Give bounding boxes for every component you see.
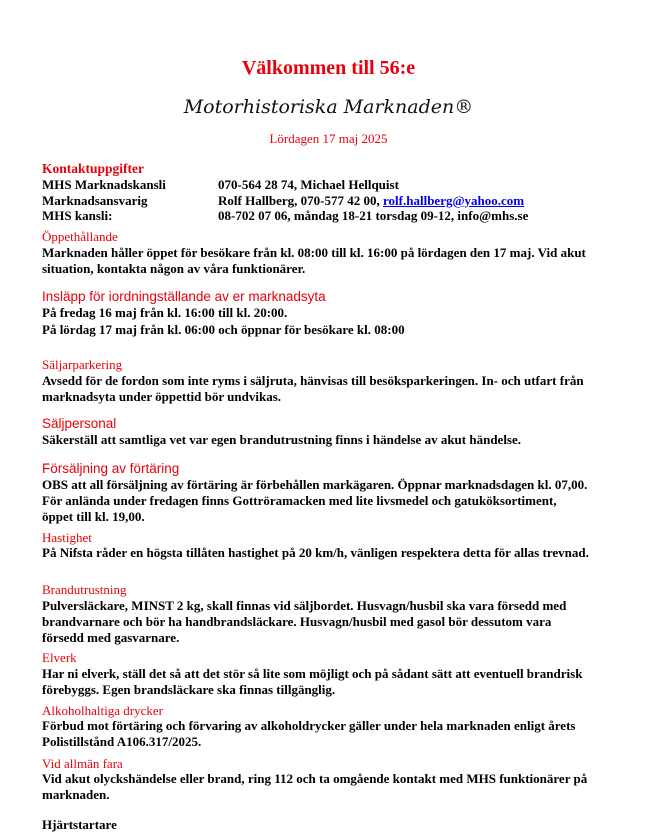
text-line: situation, kontakta någon av våra funktionärer.	[42, 261, 306, 276]
event-date: Lördagen 17 maj 2025	[269, 131, 388, 146]
text-line: Avsedd för de fordon som inte ryms i säljruta, hänvisas till besöksparkeringen. In- och utfart från	[42, 373, 584, 388]
text-line: marknaden.	[42, 787, 110, 802]
section-heading-seller-parking: Säljarparkering	[42, 357, 123, 372]
text-line: På Nifsta råder en högsta tillåten hastighet på 20 km/h, vänligen respektera detta för allas trevnad.	[42, 545, 589, 560]
contacts-heading: Kontaktuppgifter	[42, 161, 145, 176]
section-text-food-sales	[42, 477, 614, 525]
email-link[interactable]: rolf.hallberg@yahoo.com	[383, 193, 525, 208]
section-heading-danger: Vid allmän fara	[42, 756, 123, 771]
section-heading-defibrillator: Hjärtstartare	[42, 817, 117, 832]
text-line: Säkerställ att samtliga vet var egen brandutrustning finns i händelse av akut händelse.	[42, 432, 522, 447]
contact-label-mhs-office: MHS kansli:	[42, 208, 113, 223]
section-text-electricity	[42, 666, 614, 698]
text-line: marknadsyta under öppettid bör undvikas.	[42, 389, 282, 404]
section-heading-seller-staff: Säljpersonal	[42, 416, 117, 431]
section-text-danger	[42, 771, 614, 803]
section-text-speed	[42, 545, 614, 561]
text-line: Marknaden håller öppet för besökare från kl. 08:00 till kl. 16:00 på lördagen den 17 maj. Vid akut	[42, 245, 586, 260]
section-text-alcohol	[42, 718, 614, 750]
section-heading-opening: Öppethållande	[42, 229, 118, 244]
section-heading-entry: Insläpp för iordningställande av er marknadsyta	[42, 289, 326, 304]
section-text-opening	[42, 245, 614, 277]
text-line: förebyggs. Egen brandsläckare ska finnas tillgänglig.	[42, 682, 336, 697]
page-title: Välkommen till 56:e	[241, 57, 416, 79]
text-line: öppet till kl. 19,00.	[42, 509, 145, 524]
page-subtitle: Motorhistoriska Marknaden®	[183, 96, 474, 118]
text-line: Vid akut olyckshändelse eller brand, ring 112 och ta omgående kontakt med MHS funktionärer på	[42, 771, 588, 786]
contact-value-mhs-office: 08-702 07 06, måndag 18-21 torsdag 09-12, info@mhs.se	[218, 208, 529, 223]
contact-label-market-office: MHS Marknadskansli	[42, 177, 166, 192]
text-line: Förbud mot förtäring och förvaring av alkoholdrycker gäller under hela marknaden enligt årets	[42, 718, 576, 733]
text-line: Har ni elverk, ställ det så att det stör så lite som möjligt och på sådant sätt att eventuell brandrisk	[42, 666, 583, 681]
text-line: OBS att all försäljning av förtäring är förbehållen markägaren. Öppnar marknadsdagen kl. 07,00.	[42, 477, 588, 492]
text-line: Polistillstånd A106.317/2025.	[42, 734, 202, 749]
section-heading-fire-equipment: Brandutrustning	[42, 582, 127, 597]
contact-label-market-manager: Marknadsansvarig	[42, 193, 148, 208]
text-line: försedd med gasvarnare.	[42, 630, 180, 645]
section-text-seller-staff	[42, 432, 614, 448]
section-heading-food-sales: Försäljning av förtäring	[42, 461, 180, 476]
section-heading-speed: Hastighet	[42, 530, 92, 545]
text-line: brandvarnare och bör ha handbrandsläckare. Husvagn/husbil med gasol bör dessutom vara	[42, 614, 552, 629]
section-text-entry	[42, 305, 614, 338]
contact-value-market-manager	[218, 193, 524, 209]
section-text-seller-parking	[42, 373, 614, 405]
text-line: På lördag 17 maj från kl. 06:00 och öppnar för besökare kl. 08:00	[42, 322, 405, 337]
text-line: Pulversläckare, MINST 2 kg, skall finnas vid säljbordet. Husvagn/husbil ska vara försedd med	[42, 598, 567, 613]
text-line: För anlända under fredagen finns Gottröramacken med lite livsmedel och gatuköksortiment,	[42, 493, 557, 508]
contact-value-text: Rolf Hallberg, 070-577 42 00,	[218, 193, 380, 208]
section-heading-electricity: Elverk	[42, 650, 77, 665]
contact-value-market-office: 070-564 28 74, Michael Hellquist	[218, 177, 399, 192]
section-text-fire-equipment	[42, 598, 614, 646]
section-heading-alcohol: Alkoholhaltiga drycker	[42, 703, 163, 718]
text-line: På fredag 16 maj från kl. 16:00 till kl. 20:00.	[42, 305, 288, 320]
